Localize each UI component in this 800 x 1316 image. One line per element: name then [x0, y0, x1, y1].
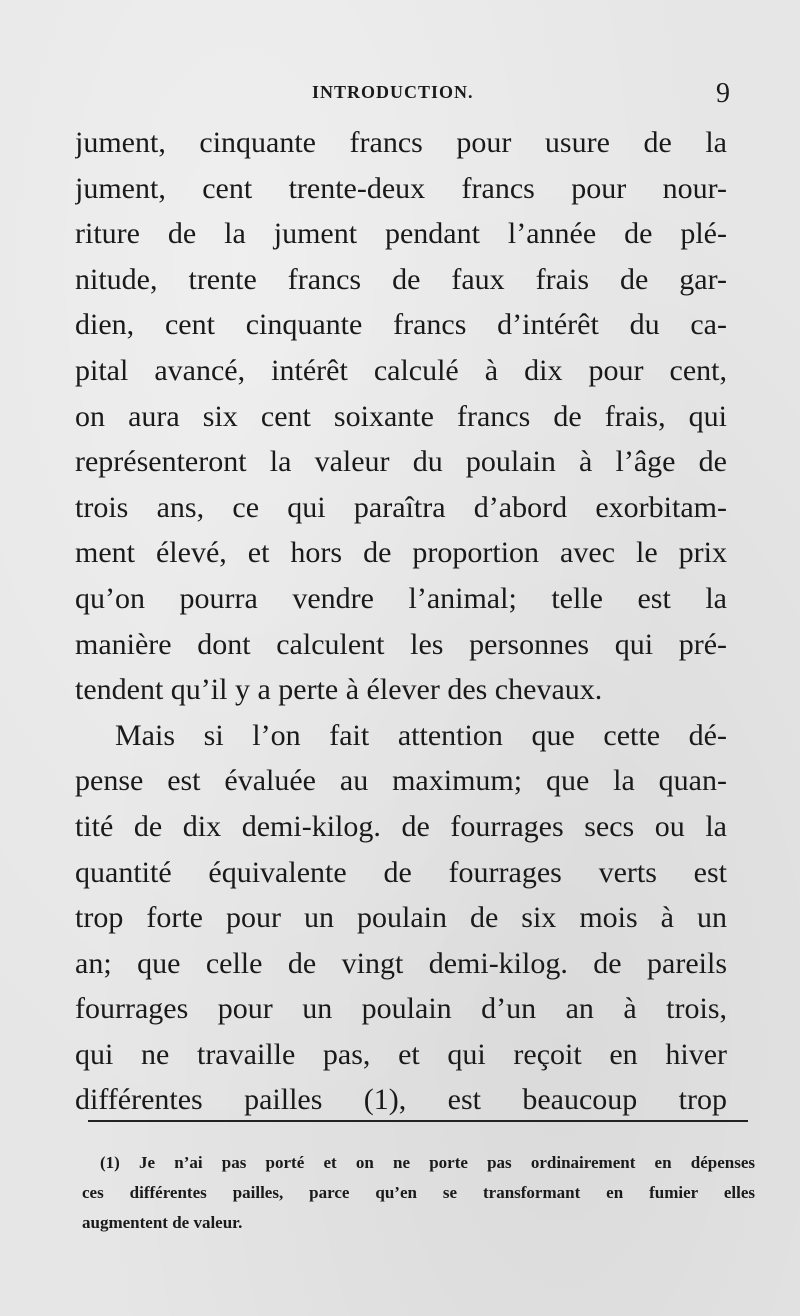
footnote-rule: [88, 1120, 748, 1122]
page-number: 9: [716, 78, 730, 109]
text-line: nitude, trente francs de faux frais de gar-: [75, 262, 727, 296]
body-text: [75, 120, 727, 1123]
text-line: différentes pailles (1), est beaucoup trop: [75, 1083, 727, 1117]
text-line: manière dont calculent les personnes qui pré-: [75, 627, 727, 661]
text-line: tité de dix demi-kilog. de fourrages secs ou la: [75, 809, 727, 843]
text-line: qu’on pourra vendre l’animal; telle est la: [75, 581, 727, 615]
text-line: fourrages pour un poulain d’un an à trois,: [75, 992, 727, 1026]
text-line: quantité équivalente de fourrages verts est: [75, 855, 727, 889]
text-line: trois ans, ce qui paraîtra d’abord exorbitam-: [75, 490, 727, 524]
text-line: qui ne travaille pas, et qui reçoit en hiver: [75, 1037, 727, 1071]
paragraph-start-line: Mais si l’on fait attention que cette dé-: [115, 718, 727, 752]
text-line: ment élevé, et hors de proportion avec le prix: [75, 536, 727, 570]
footnote: [82, 1148, 755, 1238]
text-line: représenteront la valeur du poulain à l’âge de: [75, 445, 727, 479]
text-line: jument, cinquante francs pour usure de la: [75, 126, 727, 159]
running-head: INTRODUCTION.: [312, 82, 474, 102]
text-line: on aura six cent soixante francs de frais, qui: [75, 399, 727, 433]
text-line: jument, cent trente-deux francs pour nour-: [75, 171, 727, 205]
text-line: dien, cent cinquante francs d’intérêt du ca-: [75, 308, 727, 342]
paragraph-end-line: tendent qu’il y a perte à élever des chevaux.: [75, 673, 603, 707]
text-line: pense est évaluée au maximum; que la quan-: [75, 764, 727, 798]
text-line: pital avancé, intérêt calculé à dix pour cent,: [75, 353, 727, 387]
footnote-line: (1) Je n’ai pas porté et on ne porte pas ordinairement en dépenses: [100, 1153, 755, 1172]
text-line: an; que celle de vingt demi-kilog. de pareils: [75, 946, 727, 980]
footnote-line: ces différentes pailles, parce qu’en se transformant en fumier elles: [82, 1183, 755, 1202]
footnote-line: augmentent de valeur.: [82, 1213, 243, 1232]
text-line: riture de la jument pendant l’année de plé-: [75, 217, 727, 251]
page-header: [80, 78, 730, 112]
text-line: trop forte pour un poulain de six mois à un: [75, 901, 727, 935]
